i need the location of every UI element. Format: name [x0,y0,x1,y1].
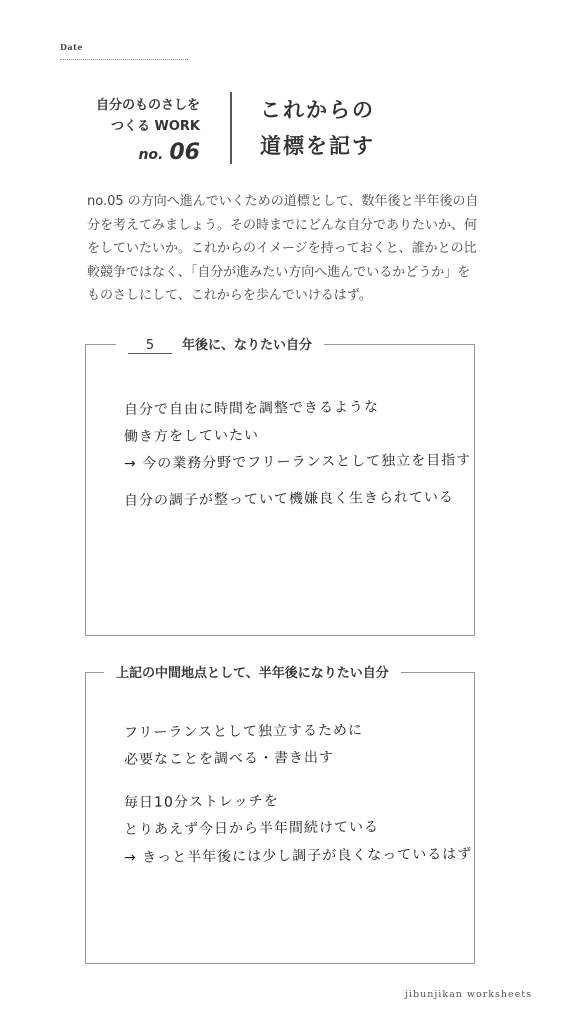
intro-line: をしていたいか。これからのイメージを持っておくと、誰かとの比 [87,241,477,256]
title-line-2: 道標を記す [260,134,375,158]
handwritten-answer [124,720,363,774]
years-field[interactable]: 5 [128,338,172,354]
date-label: Date [60,42,83,52]
handwritten-answer [124,790,379,844]
five-year-goal-heading [116,334,324,354]
answer-line: 働き方をしていたい [123,427,260,445]
answer-line: 自分で自由に時間を調整できるような [123,399,380,418]
half-year-goal-title: 上記の中間地点として、半年後になりたい自分 [104,662,401,681]
answer-line: 必要なことを調べる・書き出す [123,749,335,768]
title-line-1: これからの [260,98,375,122]
half-year-goal-box[interactable] [85,666,475,964]
handwritten-answer [124,488,454,515]
handwritten-answer [124,397,471,478]
series-line-2: つくる WORK [110,119,200,134]
answer-line: とりあえず今日から半年間続けている [123,819,380,838]
answer-line: → きっと半年後には少し調子が良くなっているはず [123,846,473,866]
five-year-goal-title: 年後に、なりたい自分 [182,338,313,353]
footer-brand: jibunjikan worksheets [405,989,532,1000]
date-field-line[interactable] [60,59,188,60]
answer-line: フリーランスとして独立するために [123,722,364,741]
work-series-label [96,95,200,137]
work-number [138,140,200,165]
answer-line: 自分の調子が整っていて機嫌良く生きられている [123,489,455,509]
page-title [260,92,375,164]
series-line-1: 自分のものさしを [95,98,200,113]
five-year-goal-box[interactable] [85,338,475,636]
intro-line: no.05 の方向へ進んでいくための道標として、数年後と半年後の自 [87,194,479,209]
handwritten-answer [124,845,472,872]
intro-text [87,190,487,308]
work-number-value: 06 [169,140,200,165]
title-divider [230,92,232,164]
intro-line: 較競争ではなく、「自分が進みたい方向へ進んでいるかどうか」を [87,264,471,280]
work-number-prefix: no. [138,147,164,163]
answer-line: 毎日10分ストレッチを [123,793,279,811]
intro-line: ものさしにして、これからを歩んでいけるはず。 [87,288,372,303]
answer-line: → 今の業務分野でフリーランスとして独立を目指す [123,452,472,472]
intro-line: 分を考えてみましょう。その時までにどんな自分でありたいか、何 [87,217,478,233]
